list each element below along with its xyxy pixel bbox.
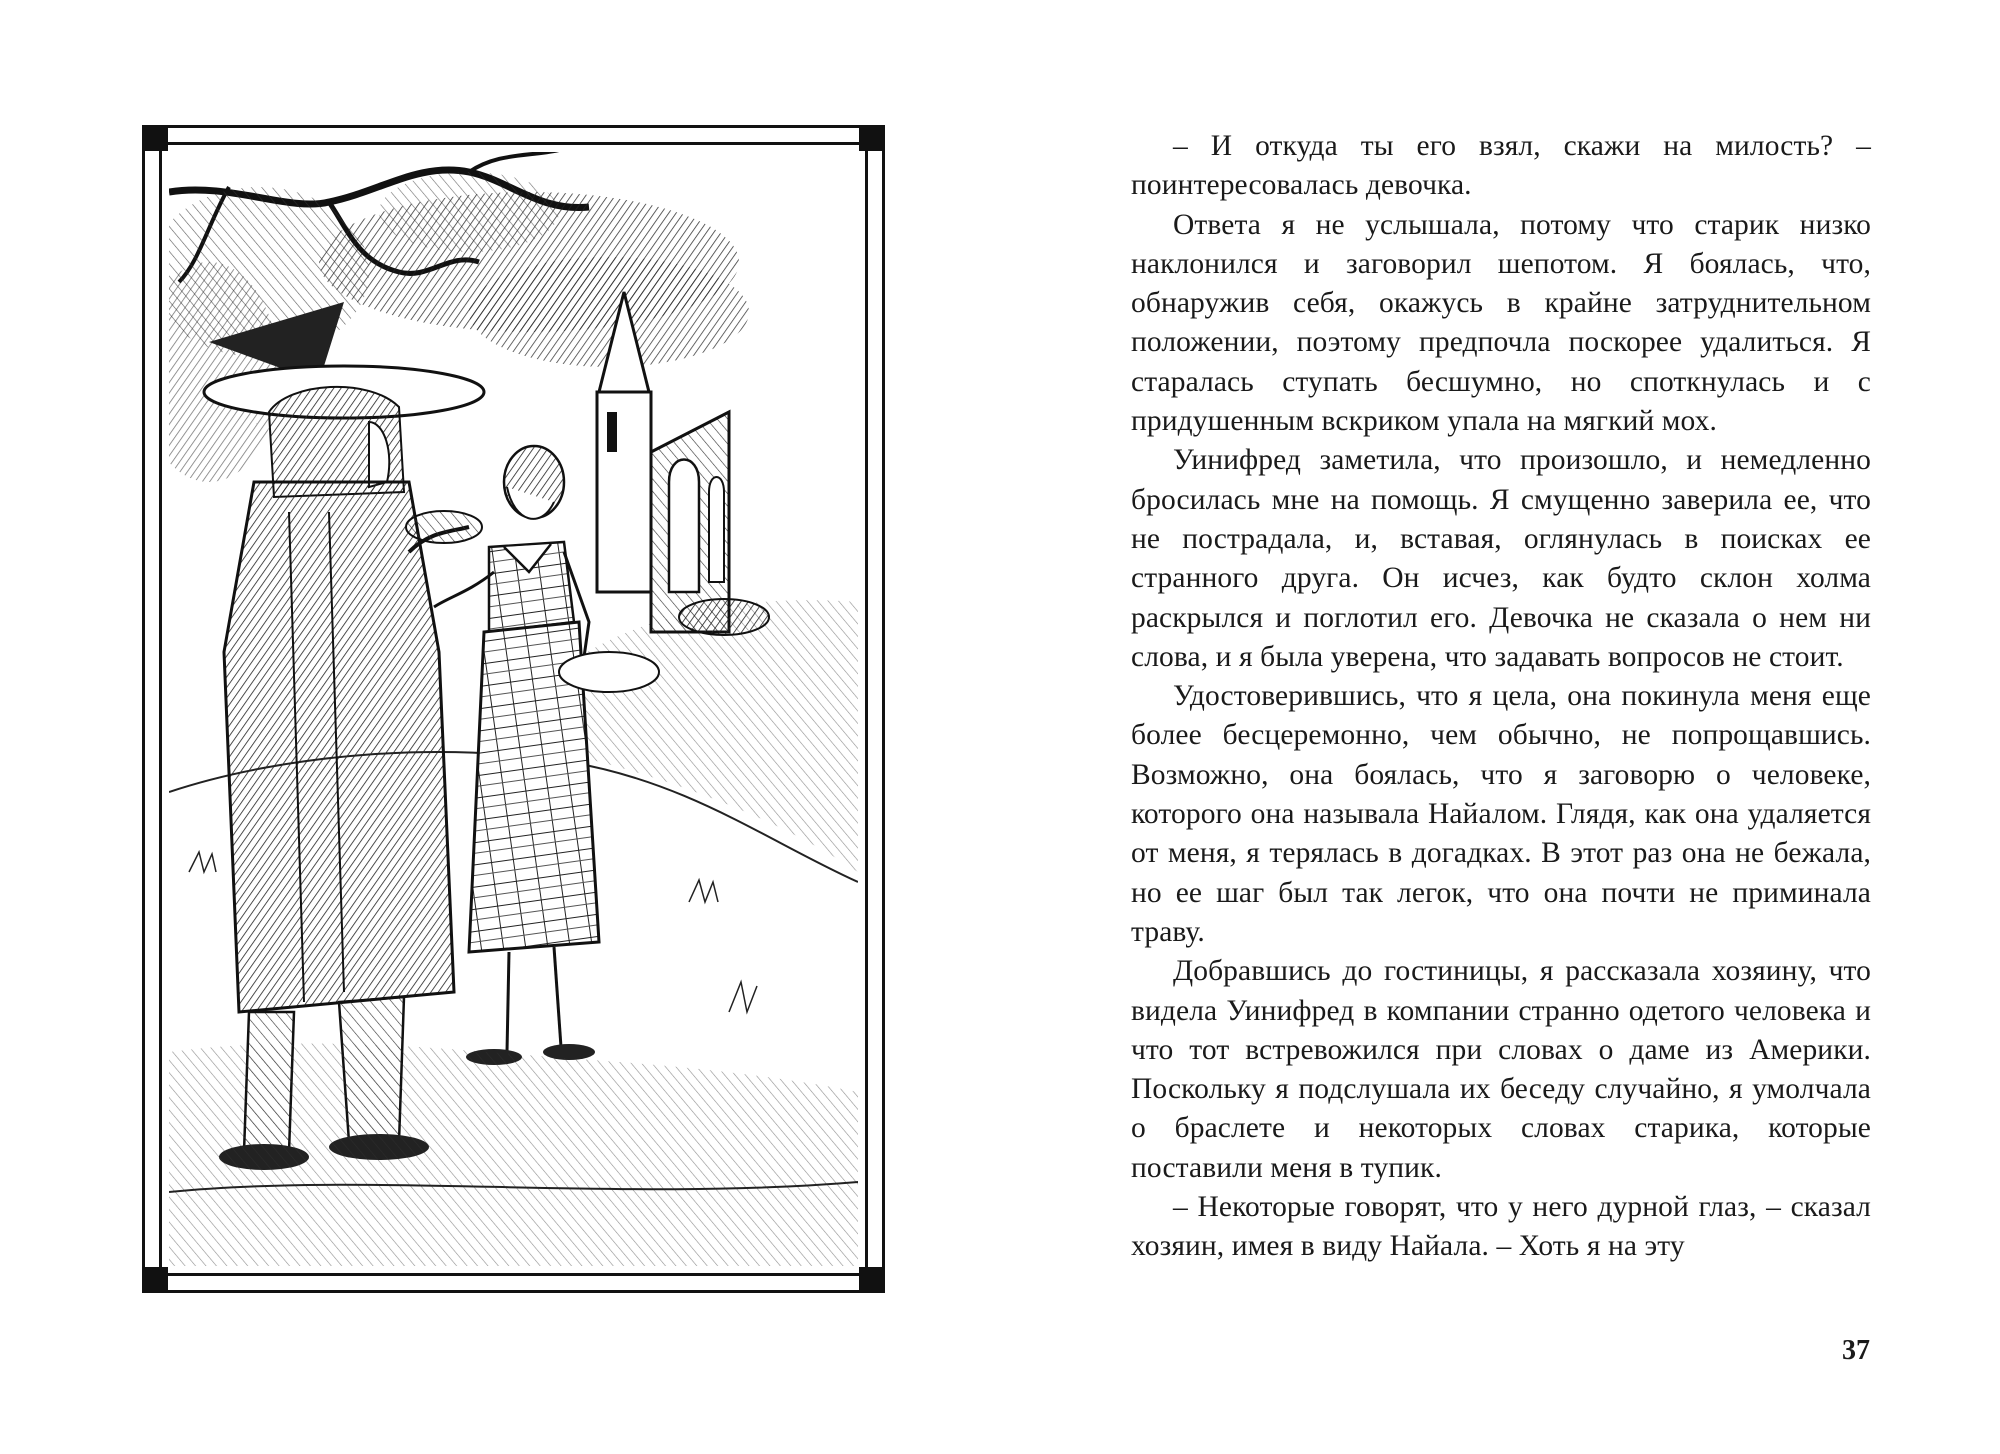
paragraph: – Некоторые говорят, что у него дурной глаз, – сказал хозяин, имея в виду Найала. – Хоть я на эту (1131, 1191, 1871, 1263)
illustration-frame (142, 125, 885, 1293)
paragraph: Удостоверившись, что я цела, она покинула меня еще более бесцеремонно, чем обычно, не попрощавшись. Возможно, она боялась, что я заговорю о человеке, которого она называла Найалом. Глядя, как она удаляется от меня, я терялась в догадках. В этот раз она не бежала, но ее шаг был так легок, что она почти не приминала траву. (1131, 680, 1871, 948)
paragraph: – И откуда ты его взял, скажи на милость? – поинтересовалась девочка. (1131, 130, 1871, 202)
foliage (169, 172, 749, 482)
pen-ink-illustration (169, 152, 858, 1266)
paragraph: Добравшись до гостиницы, я рассказала хозяину, что видела Уинифред в компании странно одетого человека и что тот встревожился при словах о даме из Америки. Поскольку я подслушала их беседу случайно, я умолчала о браслете и некоторых словах старика, которые поставили меня в тупик. (1131, 955, 1871, 1184)
frame-corner-bottom-right (859, 1267, 885, 1293)
page-number: 37 (1842, 1335, 1870, 1366)
paragraph: Уинифред заметила, что произошло, и немедленно бросилась мне на помощь. Я смущенно заверила ее, что не пострадала, и, вставая, оглянулась в поисках ее странного друга. Он исчез, как будто склон холма раскрылся и поглотил его. Девочка не сказала о нем ни слова, и я была уверена, что задавать вопросов не стоит. (1131, 444, 1871, 673)
frame-corner-top-left (142, 125, 168, 151)
frame-corner-top-right (859, 125, 885, 151)
text-column (1131, 127, 1871, 1267)
paragraph: Ответа я не услышала, потому что старик низко наклонился и заговорил шепотом. Я боялась, что, обнаружив себя, окажусь в крайне затруднительном положении, поэтому предпочла поскорее удалиться. Я старалась ступать бесшумно, но споткнулась и с придушенным вскриком упала на мягкий мох. (1131, 208, 1871, 438)
frame-corner-bottom-left (142, 1267, 168, 1293)
